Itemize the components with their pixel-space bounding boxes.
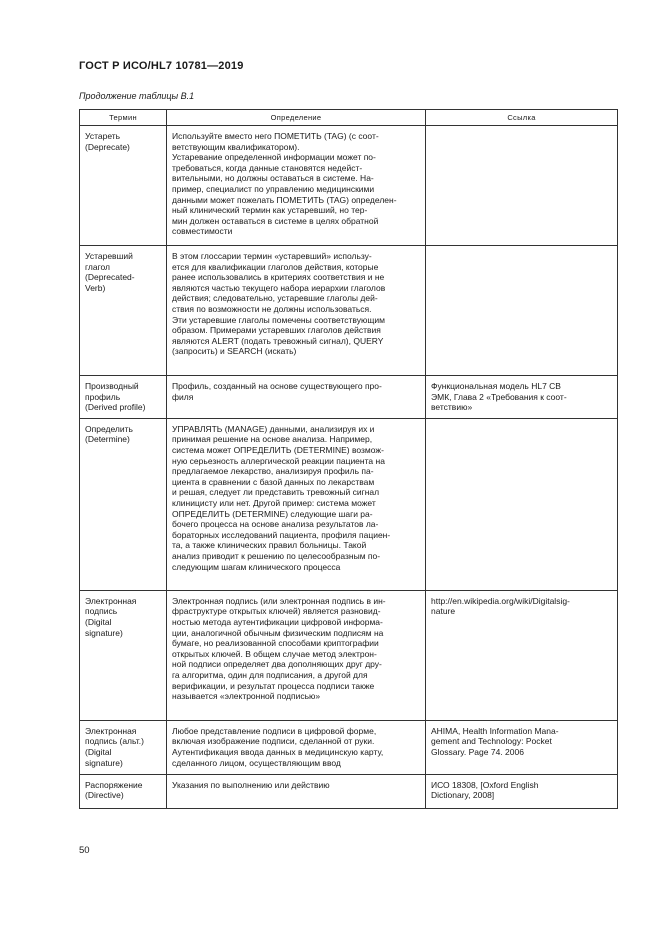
definition-cell-line: являются ALERT (подать тревожный сигнал), QUERY bbox=[172, 335, 384, 346]
reference-cell bbox=[426, 126, 618, 246]
definition-cell-line: (запросить) и SEARCH (искать) bbox=[172, 346, 297, 357]
term-cell-line: signature) bbox=[85, 627, 123, 638]
definition-cell-line: фраструктуре открытых ключей) является разновид- bbox=[172, 606, 381, 617]
table-caption: Продолжение таблицы В.1 bbox=[79, 91, 195, 101]
table-row bbox=[80, 376, 618, 419]
definition-cell-line: включая изображение подписи, сделанной от руки. bbox=[172, 736, 375, 747]
term-cell-line: профиль bbox=[85, 391, 121, 402]
term-cell-line: Определить bbox=[85, 423, 133, 434]
definition-cell-line: Профиль, созданный на основе существующего про- bbox=[172, 381, 382, 391]
term-cell-line: Устаревший bbox=[85, 251, 133, 261]
term-cell bbox=[80, 126, 167, 246]
definition-cell-line: совместимости bbox=[172, 226, 233, 237]
term-cell-line: (Digital bbox=[85, 746, 112, 757]
definition-cell bbox=[167, 590, 426, 720]
definition-cell-line: предлагаемое лекарство, анализируя профиль па- bbox=[172, 466, 374, 477]
glossary-table bbox=[79, 109, 618, 809]
definition-cell-line: ется для квалификации глаголов действия, которые bbox=[172, 261, 379, 272]
definition-cell-line: Электронная подпись (или электронная подпись в ин- bbox=[172, 595, 386, 606]
definition-cell-line: Указания по выполнению или действию bbox=[172, 779, 330, 790]
definition-cell-line: клиницисту или нет. Другой пример: система может bbox=[172, 497, 376, 508]
definition-cell-line: вительными, но должны оставаться в системе. На- bbox=[172, 173, 374, 184]
term-cell-line: Распоряжение bbox=[85, 779, 143, 790]
reference-cell-line: gement and Technology: Pocket bbox=[431, 736, 552, 747]
column-header-definition: Определение bbox=[167, 110, 426, 126]
definition-cell bbox=[167, 376, 426, 419]
definition-cell-line: верификации, и результат процесса подписи также bbox=[172, 680, 375, 691]
term-cell bbox=[80, 376, 167, 419]
definition-cell bbox=[167, 418, 426, 590]
definition-cell-line: анализ приводит к решению по целесообразным по- bbox=[172, 550, 381, 561]
table-body bbox=[80, 126, 618, 809]
definition-cell-line: открытых ключей. В общем случае метод электрон- bbox=[172, 648, 377, 659]
term-cell bbox=[80, 720, 167, 774]
term-cell-line: Устареть bbox=[85, 131, 121, 141]
definition-cell bbox=[167, 774, 426, 808]
term-cell-line: (Deprecated- bbox=[85, 272, 135, 283]
reference-cell-line: nature bbox=[431, 606, 456, 617]
definition-cell-line: ный клинический термин как устаревший, но тер- bbox=[172, 205, 368, 216]
term-cell-line: Электронная bbox=[85, 725, 137, 736]
reference-cell-line: ветствию» bbox=[431, 402, 473, 413]
definition-cell-line: требоваться, когда данные становятся недейст- bbox=[172, 162, 363, 173]
reference-cell-line: Dictionary, 2008] bbox=[431, 790, 495, 801]
header-row bbox=[80, 110, 618, 126]
definition-cell-line: ную серьезность аллергической реакции пациента на bbox=[172, 455, 385, 466]
definition-cell-line: являются частью текущего набора иерархии глаголов bbox=[172, 282, 386, 293]
document-code: ГОСТ Р ИСО/HL7 10781—2019 bbox=[79, 60, 244, 72]
definition-cell bbox=[167, 720, 426, 774]
definition-cell-line: сделанного лицом, осуществляющим ввод bbox=[172, 757, 341, 768]
definition-cell-line: га алгоритма, один для подписания, а другой для bbox=[172, 669, 368, 680]
reference-cell-line: Glossary. Page 74. 2006 bbox=[431, 746, 524, 757]
reference-cell-line: AHIMA, Health Information Mana- bbox=[431, 725, 559, 736]
reference-cell-line: http://en.wikipedia.org/wiki/Digitalsig- bbox=[431, 595, 570, 606]
reference-cell bbox=[426, 418, 618, 590]
page-number: 50 bbox=[79, 845, 90, 856]
definition-cell-line: называется «электронной подписью» bbox=[172, 691, 321, 702]
definition-cell-line: пример, специалист по управлению медицинскими bbox=[172, 183, 375, 194]
term-cell-line: Производный bbox=[85, 381, 139, 391]
term-cell-line: signature) bbox=[85, 757, 123, 768]
column-header-term: Термин bbox=[80, 110, 167, 126]
table-row bbox=[80, 126, 618, 246]
definition-cell bbox=[167, 246, 426, 376]
definition-cell-line: филя bbox=[172, 391, 194, 402]
definition-cell-line: ной подписи определяет два дополняющих друг дру- bbox=[172, 659, 382, 670]
term-cell-line: (Digital bbox=[85, 616, 112, 627]
term-cell-line: (Directive) bbox=[85, 790, 124, 801]
table-row bbox=[80, 590, 618, 720]
reference-cell bbox=[426, 720, 618, 774]
definition-cell-line: Используйте вместо него ПОМЕТИТЬ (TAG) (с соот- bbox=[172, 131, 379, 141]
term-cell bbox=[80, 418, 167, 590]
definition-cell bbox=[167, 126, 426, 246]
definition-cell-line: бумаге, но реализованной способами криптографии bbox=[172, 638, 379, 649]
reference-cell-line: ЭМК, Глава 2 «Требования к соот- bbox=[431, 391, 567, 402]
definition-cell-line: В этом глоссарии термин «устаревший» использу- bbox=[172, 251, 372, 261]
table-row bbox=[80, 246, 618, 376]
definition-cell-line: бораторных исследований пациента, профиля пациен- bbox=[172, 529, 391, 540]
term-cell-line: подпись bbox=[85, 606, 118, 617]
definition-cell-line: принимая решение на основе анализа. Например, bbox=[172, 434, 373, 445]
table-row bbox=[80, 418, 618, 590]
definition-cell-line: Устаревание определенной информации может по- bbox=[172, 152, 376, 163]
definition-cell-line: система может ОПРЕДЕЛИТЬ (DETERMINE) возмож- bbox=[172, 444, 384, 455]
column-header-reference: Ссылка bbox=[426, 110, 618, 126]
term-cell bbox=[80, 590, 167, 720]
term-cell bbox=[80, 774, 167, 808]
definition-cell-line: ранее использовались в критериях соответствия и не bbox=[172, 272, 385, 283]
reference-cell-line: ИСО 18308, [Oxford English bbox=[431, 779, 539, 790]
definition-cell-line: УПРАВЛЯТЬ (MANAGE) данными, анализируя их и bbox=[172, 423, 375, 434]
definition-cell-line: следующим шагам клинического процесса bbox=[172, 561, 341, 572]
definition-cell-line: ностью метода аутентификации цифровой информа- bbox=[172, 616, 383, 627]
definition-cell-line: и решая, следует ли представить тревожный сигнал bbox=[172, 487, 380, 498]
reference-cell bbox=[426, 590, 618, 720]
definition-cell-line: мин должен оставаться в системе в целях обратной bbox=[172, 215, 379, 226]
definition-cell-line: данными может пожелать ПОМЕТИТЬ (TAG) определен- bbox=[172, 194, 397, 205]
definition-cell-line: ции, аналогичной обычным физическим подписям на bbox=[172, 627, 384, 638]
table-row bbox=[80, 774, 618, 808]
definition-cell-line: бочего процесса на основе анализа результатов ла- bbox=[172, 519, 379, 530]
definition-cell-line: Аутентификация ввода данных в медицинскую карту, bbox=[172, 746, 384, 757]
definition-cell-line: действия; следовательно, устаревшие глаголы дей- bbox=[172, 293, 378, 304]
table-header bbox=[80, 110, 618, 126]
definition-cell-line: ствия по возможности не должны использоваться. bbox=[172, 303, 372, 314]
term-cell-line: подпись (альт.) bbox=[85, 736, 144, 747]
reference-cell bbox=[426, 246, 618, 376]
term-cell-line: глагол bbox=[85, 261, 111, 272]
term-cell bbox=[80, 246, 167, 376]
table-row bbox=[80, 720, 618, 774]
term-cell-line: (Determine) bbox=[85, 434, 130, 445]
term-cell-line: (Derived profile) bbox=[85, 402, 146, 413]
definition-cell-line: та, а также клинических правил больницы. Такой bbox=[172, 540, 367, 551]
definition-cell-line: Эти устаревшие глаголы помечены соответствующим bbox=[172, 314, 385, 325]
definition-cell-line: Любое представление подписи в цифровой форме, bbox=[172, 725, 377, 736]
definition-cell-line: ветствующим квалификатором). bbox=[172, 141, 300, 152]
reference-cell bbox=[426, 774, 618, 808]
term-cell-line: Verb) bbox=[85, 282, 106, 293]
term-cell-line: (Deprecate) bbox=[85, 141, 130, 152]
definition-cell-line: образом. Примерами устаревших глаголов действия bbox=[172, 325, 381, 336]
definition-cell-line: ОПРЕДЕЛИТЬ (DETERMINE) следующие шаги ра- bbox=[172, 508, 373, 519]
reference-cell bbox=[426, 376, 618, 419]
definition-cell-line: циента в сравнении с базой данных по лекарствам bbox=[172, 476, 375, 487]
term-cell-line: Электронная bbox=[85, 595, 137, 606]
reference-cell-line: Функциональная модель HL7 СВ bbox=[431, 381, 561, 391]
